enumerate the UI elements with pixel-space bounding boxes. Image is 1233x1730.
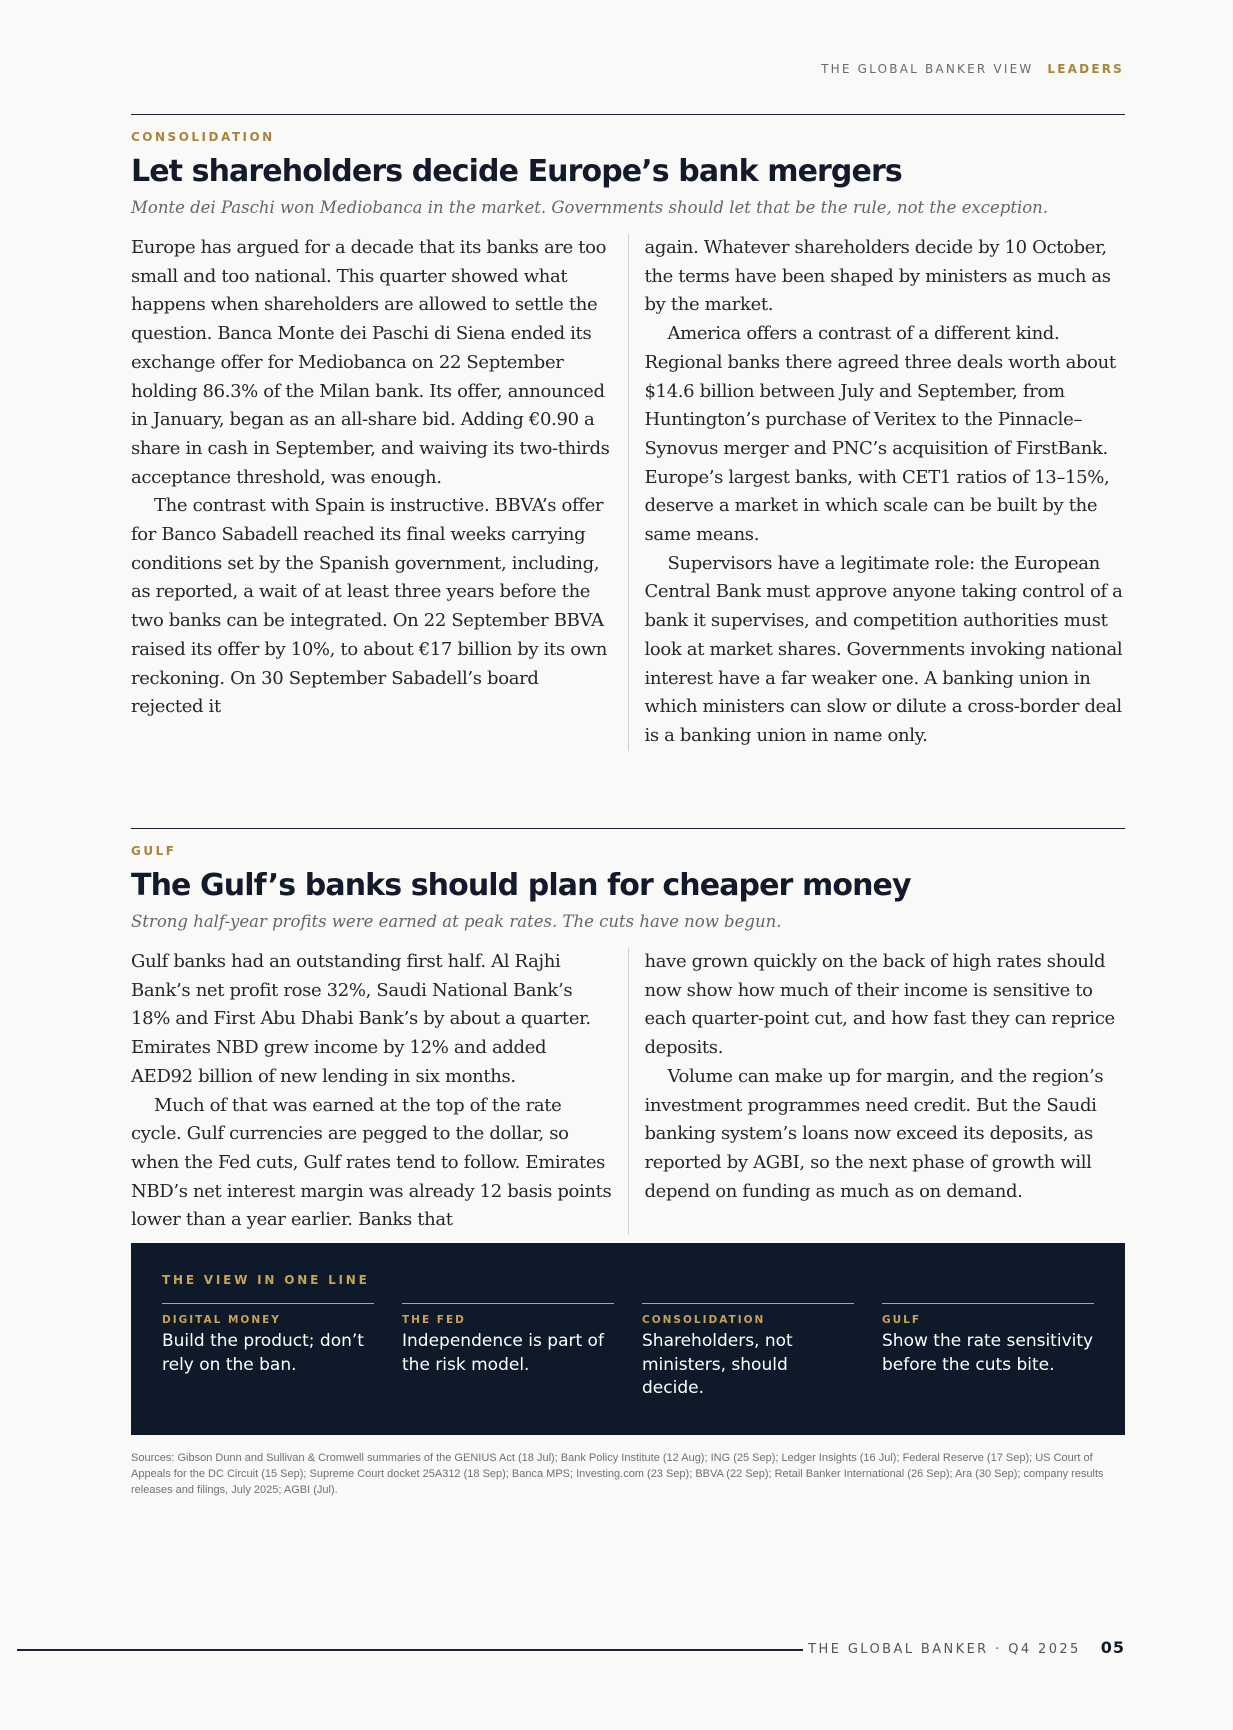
panel-item-the-fed <box>402 1303 614 1401</box>
panel-item-consolidation <box>642 1303 854 1401</box>
leaders-label: LEADERS <box>1047 62 1124 76</box>
paragraph: Volume can make up for margin, and the region’s investment programmes need credit. But the Saudi banking system’s loans now exceed its deposits, as reported by AGBI, so the next phase of growth will depend on funding as much as on demand. <box>644 1065 1104 1202</box>
article-kicker: CONSOLIDATION <box>131 130 275 144</box>
panel-item-text: Shareholders, not ministers, should decide. <box>642 1331 793 1398</box>
panel-item-text: Show the rate sensitivity before the cuts bite. <box>882 1331 1094 1375</box>
panel-item-text: Independence is part of the risk model. <box>402 1331 604 1375</box>
right-column <box>628 234 1126 751</box>
panel-item-gulf <box>882 1303 1094 1401</box>
article-headline: The Gulf’s banks should plan for cheaper money <box>131 868 911 903</box>
top-rule <box>131 114 1125 115</box>
panel-item-text: Build the product; don’t rely on the ban. <box>162 1331 364 1375</box>
panel-item-kicker: DIGITAL MONEY <box>162 1314 281 1326</box>
footer-rule <box>17 1649 803 1651</box>
running-header <box>821 62 1124 76</box>
panel-items <box>162 1303 1094 1401</box>
article-kicker: GULF <box>131 844 177 858</box>
panel-item-kicker: GULF <box>882 1314 922 1326</box>
panel-item-digital-money <box>162 1303 374 1401</box>
panel-item-kicker: THE FED <box>402 1314 466 1326</box>
article-columns <box>131 948 1125 1235</box>
article-dek: Monte dei Paschi won Mediobanca in the market. Governments should let that be the rule, not the exception. <box>131 198 1049 217</box>
article-headline: Let shareholders decide Europe’s bank mergers <box>131 154 902 189</box>
section-label: THE GLOBAL BANKER VIEW <box>821 62 1034 76</box>
left-column <box>131 948 628 1235</box>
article-columns <box>131 234 1125 751</box>
paragraph: again. Whatever shareholders decide by 10 October, the terms have been shaped by ministers as much as by the market. <box>644 237 1111 316</box>
view-in-one-line-panel <box>131 1243 1125 1435</box>
page-number: 05 <box>1100 1638 1125 1657</box>
paragraph: Much of that was earned at the top of the rate cycle. Gulf currencies are pegged to the dollar, so when the Fed cuts, Gulf rates tend to follow. Emirates NBD’s net interest margin was already 12 basis points lower than a year earlier. Banks that <box>131 1094 612 1231</box>
paragraph: The contrast with Spain is instructive. BBVA’s offer for Banco Sabadell reached its final weeks carrying conditions set by the Spanish government, including, as reported, a wait of at least three years before the two banks can be integrated. On 22 September BBVA raised its offer by 10%, to about €17 billion by its own reckoning. On 30 September Sabadell’s board rejected it <box>131 495 607 718</box>
right-column <box>628 948 1126 1235</box>
left-column <box>131 234 628 751</box>
article-gulf <box>131 844 1125 1235</box>
paragraph: have grown quickly on the back of high rates should now show how much of their income is sensitive to each quarter-point cut, and how fast they can reprice deposits. <box>644 951 1115 1059</box>
paragraph: Europe has argued for a decade that its banks are too small and too national. This quarter showed what happens when shareholders are allowed to settle the question. Banca Monte dei Paschi di Siena ended its exchange offer for Mediobanca on 22 September holding 86.3% of the Milan bank. Its offer, announced in January, began as an all-share bid. Adding €0.90 a share in cash in September, and waiving its two-thirds acceptance threshold, was enough. <box>131 237 610 488</box>
section-rule <box>131 828 1125 829</box>
paragraph: Supervisors have a legitimate role: the European Central Bank must approve anyone taking control of a bank it supervises, and competition authorities must look at market shares. Governments invoking national interest have a far weaker one. A banking union in which ministers can slow or dilute a cross-border deal is a banking union in name only. <box>644 552 1123 746</box>
sources-note: Sources: Gibson Dunn and Sullivan & Cromwell summaries of the GENIUS Act (18 Jul); Bank Policy Institute (12 Aug); ING (25 Sep); Ledger Insights (16 Jul); Federal Reserve (17 Sep); US Court of Appeals for the DC Circuit (15 Sep); Supreme Court docket 25A312 (18 Sep); Banca MPS; Investing.com (23 Sep); BBVA (22 Sep); Retail Banker International (26 Sep); Ara (30 Sep); company results releases and filings, July 2025; AGBI (Jul). <box>131 1452 1104 1496</box>
article-consolidation <box>131 130 1125 751</box>
panel-item-kicker: CONSOLIDATION <box>642 1314 766 1326</box>
footer-publication: THE GLOBAL BANKER · Q4 2025 <box>808 1642 1081 1657</box>
panel-title: THE VIEW IN ONE LINE <box>162 1273 370 1287</box>
article-dek: Strong half-year profits were earned at peak rates. The cuts have now begun. <box>131 912 782 931</box>
page-footer <box>808 1638 1125 1657</box>
paragraph: Gulf banks had an outstanding first half. Al Rajhi Bank’s net profit rose 32%, Saudi National Bank’s 18% and First Abu Dhabi Bank’s by about a quarter. Emirates NBD grew income by 12% and added AED92 billion of new lending in six months. <box>131 951 591 1087</box>
paragraph: America offers a contrast of a different kind. Regional banks there agreed three deals worth about $14.6 billion between July and September, from Huntington’s purchase of Veritex to the Pinnacle–Synovus merger and PNC’s acquisition of FirstBank. Europe’s largest banks, with CET1 ratios of 13–15%, deserve a market in which scale can be built by the same means. <box>644 323 1116 546</box>
